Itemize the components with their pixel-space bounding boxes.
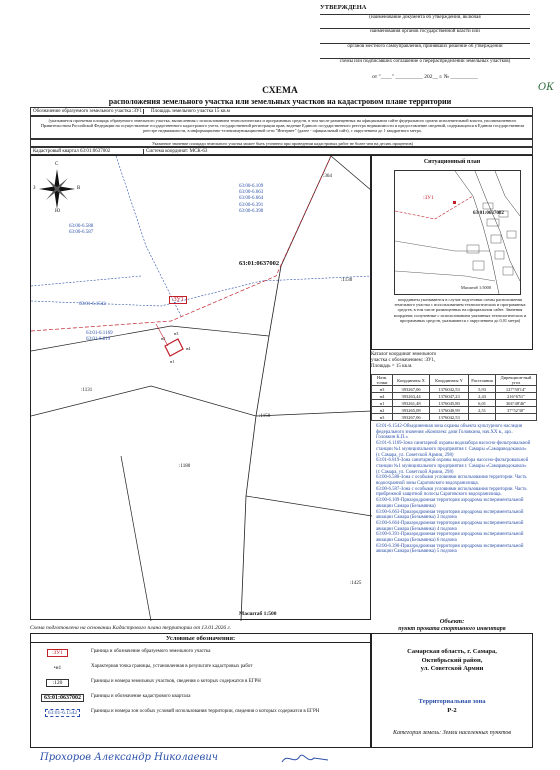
coord-header-cell: Расстояния — [469, 375, 496, 386]
approval-title: УТВЕРЖДЕНА — [320, 4, 367, 11]
situation-scale: Масштаб 1:5000 — [461, 285, 491, 290]
zone-boundary-1 — [116, 156, 181, 316]
map-parcel-label: :ЗУ1 — [169, 296, 187, 304]
area-note: (указывается проектная площадь образуемого земельного участка, вычисленная с использованием технологических и программных средств, в том числе размещенных на официальном сайте федерального органа исполнительной власти, уполномоченного Правительством Российской Федерации на осуществление государственного кадастрового учета, государственной регистрации прав, ведение Единого государственного реестра недвижимости и предоставление сведений, содержащихся в Едином государственном реестре недвижимости, в информационно-телекоммуникационной сети "Интернет" (далее - официальный сайт), с округлением до 1 квадратного метра. — [40, 118, 525, 134]
coord-caption — [371, 352, 533, 370]
approval-text-2: наименования органов государственной власти или — [370, 29, 480, 34]
zone-description: 63:00-6.663-Приаэродромная территория аэродрома экспериментальной авиации Самара (Безымянка) 3 подзона — [376, 509, 524, 521]
table-row — [372, 393, 537, 400]
table-cell: 5,93 — [469, 386, 496, 393]
situation-svg — [395, 171, 520, 294]
table-cell: 304°48'46" — [496, 400, 537, 407]
zone-label: 63:00-6.391 — [239, 202, 264, 208]
legend-symbol: :ЗУ1 — [47, 649, 68, 657]
lot-label: :1150 — [259, 414, 271, 419]
approval-text-3: органов местного самоуправления, принявших решение об утверждении — [347, 44, 503, 49]
table-cell: 393267,06 — [393, 386, 430, 393]
zone-description: 63:00-6.390-Приаэродромная территория аэродрома экспериментальной авиации Самара (Безымянка) 5 подзона — [376, 543, 524, 555]
zone-description: 63:00-6.587-Зона с особыми условиями использования территории. Часть прибрежной защитной полосы Саратовского водохранилища. — [376, 486, 527, 498]
table-cell — [496, 414, 537, 421]
point-label-n2: н2 — [161, 336, 166, 341]
legend-symbol: •н1 — [53, 664, 62, 671]
table-cell: н3 — [372, 414, 393, 421]
legend-box — [30, 633, 371, 748]
zone-label: 63:01-6.819 — [86, 337, 111, 343]
zone-boundary-2 — [31, 276, 141, 286]
zone-label-group-left — [69, 224, 93, 236]
area-note2: Указанное значение площади земельного участка может быть уточнено при проведении кадастровых работ не более чем на десять процентов) — [152, 141, 413, 146]
object-value: пункт проката спортивного инвентаря — [398, 626, 506, 632]
lot-label: :1180 — [179, 464, 191, 469]
table-cell: 1376047,23 — [430, 393, 469, 400]
table-cell: 2,51 — [469, 407, 496, 414]
lot-label: :1130 — [341, 278, 353, 283]
address-line: ул. Советской Армии — [420, 665, 484, 672]
legend-row — [31, 661, 370, 675]
point-label-n3: н3 — [174, 331, 179, 336]
zone-label: 63:00-6.390 — [239, 208, 264, 214]
map-quarter-label: 63:01:0637002 — [239, 260, 280, 267]
zone-description: 63:01-6.1169-Зона санитарной охраны водозабора насосно-фильтровальной станции №1 муниципального предприятия г. Самары «Самараводоканал» (г. Самара, ул. Советской Армии, 298) — [376, 441, 531, 458]
table-cell: н4 — [372, 393, 393, 400]
table-row — [372, 386, 537, 393]
table-row — [372, 407, 537, 414]
corner-mark: ОК — [538, 82, 554, 93]
coord-table — [371, 374, 537, 421]
zone-label: Территориальная зона — [418, 698, 486, 705]
approval-text-1: (наименование документа об утверждении, включая — [369, 15, 481, 20]
situation-quarter-label: 63:01:0637002 — [473, 211, 504, 216]
zone-label-group — [239, 184, 263, 215]
table-cell: 393267,06 — [393, 414, 430, 421]
point-label-n1: н1 — [170, 359, 175, 364]
lot-boundary-1 — [241, 156, 331, 621]
zone-description: 63:01-6.819-Зона санитарной охраны водозабора насосно-фильтровальной станции №1 муниципального предприятия г. Самары «Самараводоканал» (г. Самара, ул. Советской Армии, 298) — [376, 458, 529, 475]
approval-text-4: схемы или подписавших соглашение о перераспределении земельных участков) — [339, 59, 511, 64]
compass-south: Ю — [55, 209, 61, 214]
legend-text: Границы и обозначение кадастрового квартала — [91, 694, 191, 699]
lot-label: :1425 — [350, 581, 362, 586]
zone-label: 63:00-6.663 — [239, 190, 264, 196]
coord-header-cell: Дирекцион-ный угол — [496, 375, 537, 386]
zone-label-6-1542: 63:01-6.1542 — [79, 302, 106, 307]
compass-icon — [37, 164, 77, 214]
point-label-n4: н4 — [186, 346, 191, 351]
table-cell: 216°6'51" — [496, 393, 537, 400]
table-cell: 1376040,99 — [430, 407, 469, 414]
address-line: Октябрьский район, — [421, 656, 483, 664]
table-cell: 393263,44 — [393, 393, 430, 400]
signature-text: Прохоров Александр Николаевич — [40, 752, 219, 763]
lot-boundary-7 — [331, 156, 372, 191]
quarter-label: Кадастровый квартал 63:01:0637002 — [33, 149, 144, 155]
area-note2-row — [30, 139, 533, 147]
lot-boundary-6 — [246, 496, 372, 516]
table-row — [372, 400, 537, 407]
legend-text: Границы и номера зон особых условий использования территории, сведения о которых содержатся в ЕГРН — [91, 709, 320, 714]
situation-parcel-label: :ЗУ1 — [423, 195, 434, 201]
lot-label: :364 — [323, 174, 332, 179]
area-label: Площадь земельного участка 15 кв.м — [151, 109, 230, 114]
zone-description: 63:00-6.664-Приаэродромная территория аэродрома экспериментальной авиации Самара (Безымянка) 4 подзона — [376, 520, 524, 532]
approval-date: от "____" __________ 202__ г. № __________ — [372, 74, 478, 80]
zone-label: 63:00-6.109 — [239, 184, 264, 189]
situation-plan — [371, 155, 533, 350]
table-cell: 1376042,53 — [430, 386, 469, 393]
legend-row — [31, 676, 370, 690]
coord-header-cell: Координаты X — [393, 375, 430, 386]
main-map — [30, 155, 371, 620]
quarter-row — [30, 147, 533, 155]
legend-symbol: :120 — [46, 679, 70, 687]
legend-title: Условные обозначения: — [31, 635, 370, 643]
signature-scribble-icon — [280, 752, 330, 766]
table-cell: н1 — [372, 400, 393, 407]
designation-row — [30, 107, 533, 116]
zone-description: 63:00-6.588-Зона с особыми условиями использования территории. Часть водоохранной зоны Саратовского водохранилища. — [376, 475, 527, 487]
table-cell — [469, 414, 496, 421]
coord-table-header — [372, 375, 537, 386]
table-cell: 393261,48 — [393, 400, 430, 407]
legend-row — [31, 706, 370, 720]
area-note-row — [30, 116, 533, 139]
lot-boundary-2 — [31, 326, 269, 351]
table-cell: 393265,08 — [393, 407, 430, 414]
situation-map — [394, 170, 521, 295]
prepared-note: Схема подготовлена на основании Кадастрового плана территории от 13.01.2026 г. — [30, 625, 232, 631]
zone-label: 63:00-6.587 — [69, 230, 94, 236]
compass-east: В — [77, 186, 81, 191]
coord-header-cell: Координаты Y — [430, 375, 469, 386]
situation-title: Ситуационный план — [423, 159, 481, 165]
land-category: Категория земель: Земли населенных пунктов — [392, 730, 512, 736]
address-line: Самарская область, г. Самара, — [407, 648, 497, 655]
coord-caption-2: участка с обозначением: :ЗУ1, — [371, 358, 436, 363]
legend-row — [31, 646, 370, 660]
coord-header-cell: Назв. точки — [372, 375, 393, 386]
legend-row — [31, 691, 370, 705]
table-cell: н2 — [372, 407, 393, 414]
zone-description: 63:00-6.109-Приаэродромная территория аэродрома экспериментальной авиации Самара (Безымянка) — [376, 498, 524, 509]
lot-boundary-5 — [256, 411, 372, 416]
zone-value: Р-2 — [447, 707, 457, 714]
zone-label: 63:00-6.664 — [239, 196, 264, 202]
table-cell: 1376042,53 — [430, 414, 469, 421]
legend-symbol: 63:01:0637002 — [41, 694, 84, 702]
table-cell: 2,43 — [469, 393, 496, 400]
address-block — [372, 648, 532, 674]
zone-label-group-left2 — [86, 331, 113, 343]
document-subtitle: расположения земельного участка или земельных участков на кадастровом плане территории — [108, 97, 452, 106]
compass-rose — [33, 162, 81, 214]
map-scale: Масштаб 1:500 — [239, 611, 277, 617]
table-cell: 127°50'14" — [496, 386, 537, 393]
table-cell: 37°52'30" — [496, 407, 537, 414]
zone-descriptions — [376, 424, 531, 555]
table-cell: н3 — [372, 386, 393, 393]
compass-west: З — [33, 186, 36, 191]
object-info-box — [371, 618, 533, 748]
situation-note: координаты указываются в случае подготовки схемы расположения земельного участка с использованием технологических и программных средств, в том числе размещенных на официальном сайте. Значения координат, полученные с использованием указанных технологических и программных средств, указываются с округлением до 0,01 метра) — [393, 297, 527, 323]
legend-text: Характерная точка границы, установленная в результате кадастровых работ — [91, 664, 253, 669]
lot-boundary-4 — [121, 456, 151, 621]
zone-label: 63:00-6.588 — [69, 224, 94, 229]
zone-description: 63:00-6.391-Приаэродромная территория аэродрома экспериментальной авиации Самара (Безымянка) 6 подзона — [376, 532, 524, 544]
table-cell: 1376045,80 — [430, 400, 469, 407]
document-title: СХЕМА — [262, 86, 298, 96]
table-row — [372, 414, 537, 421]
legend-text: Граница и обозначение образуемого земельного участка — [91, 649, 211, 654]
parcel-zu1-shape — [165, 339, 183, 356]
lot-label: :1131 — [81, 388, 93, 393]
object-label: Объект: — [439, 618, 465, 625]
legend-text: Границы и номера земельных участков, сведения о которых содержатся в ЕГРН — [91, 679, 261, 684]
coord-system-label: Система координат: МСК-63 — [146, 149, 208, 154]
coord-caption-3: Площадь = 15 кв.м. — [371, 364, 413, 369]
lot-boundary-3 — [31, 386, 256, 416]
coord-caption-1: Каталог координат земельного — [371, 352, 437, 357]
zone-description: 63:01-6.1542-Объединенная зона охраны объекта культурного наследия федерального значения «Комплекс дачи Головкина, нач.ХХ в., арх. Головкин К.П.» — [376, 424, 523, 441]
coord-table-wrap — [371, 374, 537, 421]
legend-symbol: 63:01-6.1542 — [45, 709, 81, 717]
table-cell: 6,01 — [469, 400, 496, 407]
designation-label: Обозначение образуемого земельного участка :ЗУ1 — [33, 109, 144, 114]
compass-north: С — [55, 162, 59, 167]
zone-label: 63:01-6.1169 — [86, 331, 113, 336]
